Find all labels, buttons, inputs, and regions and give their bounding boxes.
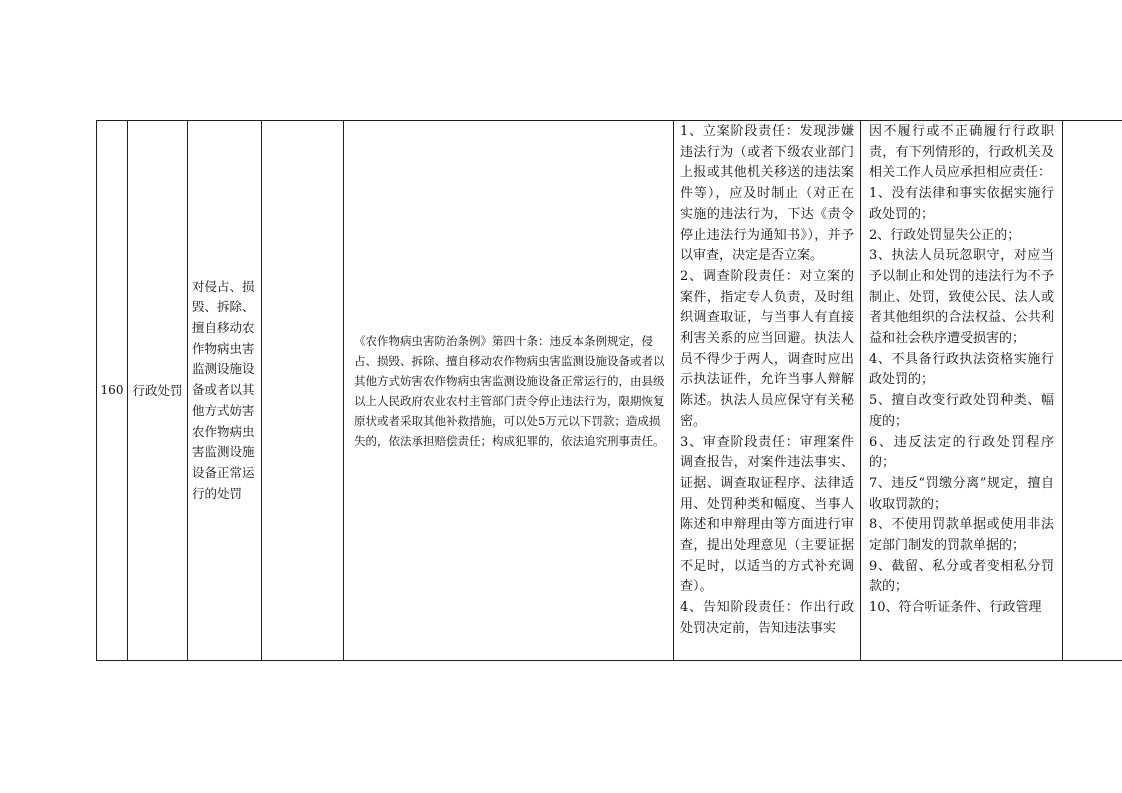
accountability-text: 因不履行或不正确履行行政职责，有下列情形的，行政机关及相关工作人员应承担相应责任： 1、没有法律和事实依据实施行政处罚的； 2、行政处罚显失公正的； 3、执法人员玩忽职守，对应当予以制止和处罚的违法行为不予制止、处罚，致使公民、法人或者其他组织的合法权益、公共利益和社会秩序遭受损害的； 4、不具备行政执法资格实施行政处罚的； 5、擅自改变行政处罚种类、幅度的； 6、违反法定的行政处罚程序的； 7、违反“罚缴分离”规定，擅自收取罚款的； 8、不使用罚款单据或使用非法定部门制发的罚款单据的； 9、截留、私分或者变相私分罚款的； 10、符合听证条件、行政管理 <box>869 124 1054 616</box>
remark-cell <box>1063 121 1122 661</box>
accountability-cell <box>861 121 1063 661</box>
legal-basis-cell <box>344 121 674 661</box>
table-row <box>97 121 1122 661</box>
duty-text: 1、立案阶段责任：发现涉嫌违法行为（或者下级农业部门上报或其他机关移送的违法案件等），应及时制止（对正在实施的违法行为，下达《责令停止违法行为通知书》），并予以审查，决定是否立案。 2、调查阶段责任：对立案的案件，指定专人负责，及时组织调查取证，与当事人有直接利害关系的应当回避。执法人员不得少于两人，调查时应出示执法证件，允许当事人辩解陈述。执法人员应保守有关秘密。 3、审查阶段责任：审理案件调查报告，对案件违法事实、证据、调查取证程序、法律适用、处罚种类和幅度、当事人陈述和申辩理由等方面进行审查，提出处理意见（主要证据不足时，以适当的方式补充调查）。 4、告知阶段责任：作出行政处罚决定前，告知违法事实 <box>680 124 854 636</box>
item-name-cell <box>188 121 262 661</box>
item-name-text: 对侵占、损毁、拆除、擅自移动农作物病虫害监测设施设备或者以其他方式妨害农作物病虫害监测设施设备正常运行的处罚 <box>192 278 255 501</box>
sub-item-cell <box>262 121 344 661</box>
category-text: 行政处罚 <box>132 382 183 398</box>
category-cell <box>128 121 188 661</box>
row-number-cell <box>97 121 128 661</box>
legal-basis-text: 《农作物病虫害防治条例》第四十条：违反本条例规定，侵占、损毁、拆除、擅自移动农作物病虫害监测设施设备或者以其他方式妨害农作物病虫害监测设施设备正常运行的，由县级以上人民政府农业农村主管部门责令停止违法行为，限期恢复原状或者采取其他补救措施，可以处5万元以下罚款；造成损失的，依法承担赔偿责任；构成犯罪的，依法追究刑事责任。 <box>354 333 665 448</box>
row-number: 160 <box>100 383 124 397</box>
power-list-table <box>96 120 1122 661</box>
duty-cell <box>674 121 861 661</box>
